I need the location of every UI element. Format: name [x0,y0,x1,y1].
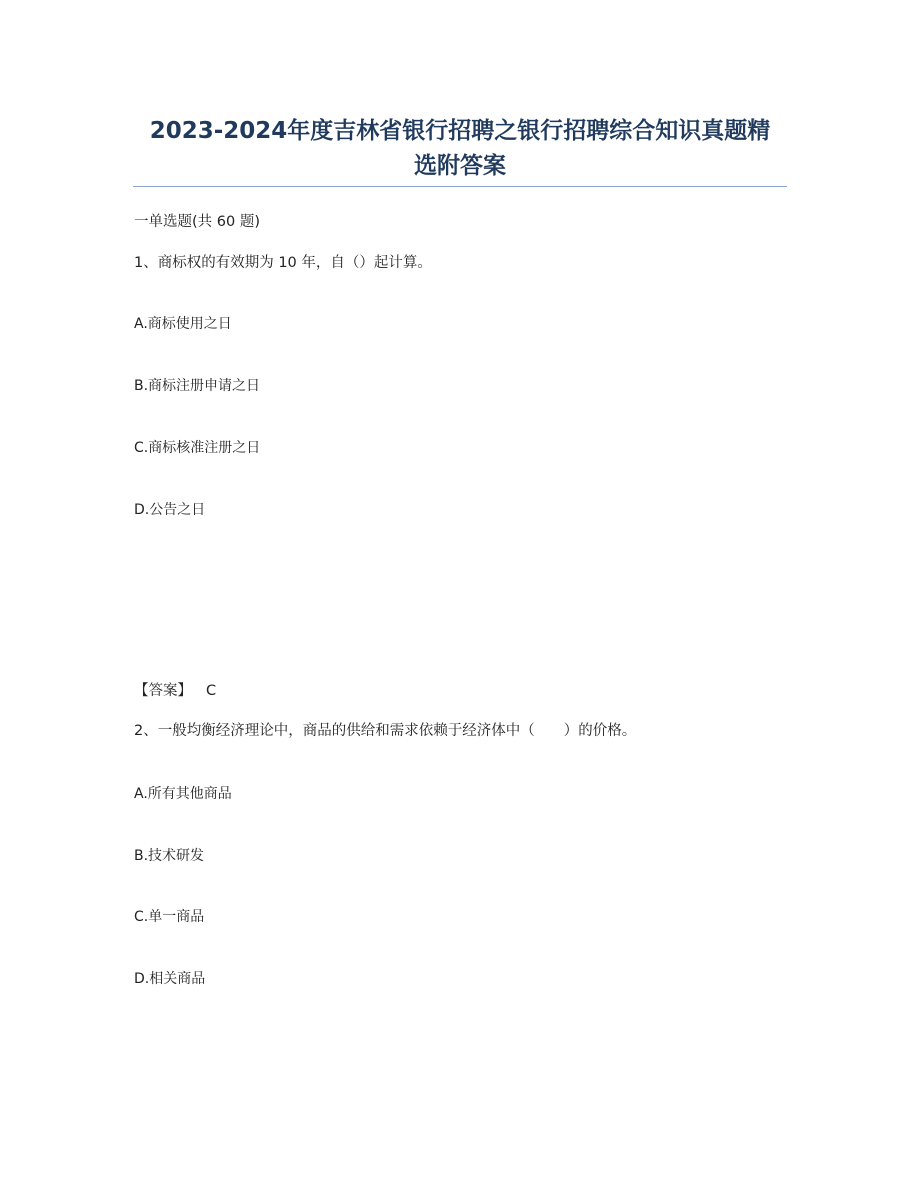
question-1-option-a: A.商标使用之日 [134,316,232,332]
question-2-option-d: D.相关商品 [134,971,206,987]
question-1-option-b: B.商标注册申请之日 [134,378,261,394]
question-2-stem: 2、一般均衡经济理论中，商品的供给和需求依赖于经济体中（ ）的价格。 [134,723,637,739]
question-1-answer [134,681,216,701]
question-1-stem: 1、商标权的有效期为 10 年，自（）起计算。 [134,255,432,271]
question-1-option-d: D.公告之日 [134,502,206,518]
answer-value: C [206,683,217,699]
question-1-option-c: C.商标核准注册之日 [134,440,261,456]
question-2-option-c: C.单一商品 [134,909,205,925]
section-header: 一单选题(共 60 题) [134,214,260,230]
document-title-line-2: 选附答案 [414,153,506,179]
question-2-option-b: B.技术研发 [134,848,205,864]
question-2-option-a: A.所有其他商品 [134,786,232,802]
title-divider [133,186,787,187]
document-title-line-1: 2023-2024年度吉林省银行招聘之银行招聘综合知识真题精 [149,118,771,144]
document-title [120,114,800,184]
answer-label: 【答案】 [134,683,192,699]
